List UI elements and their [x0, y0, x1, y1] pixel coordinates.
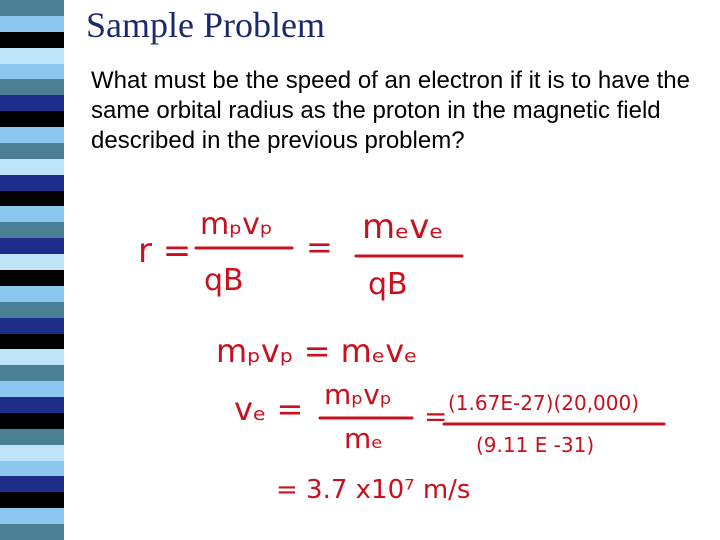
problem-text: What must be the speed of an electron if it is to have the same orbital radius as the proton in the magnetic field described in the previous problem?	[91, 67, 691, 154]
eq1-lhs: r =	[138, 231, 192, 271]
eq3-numerator: mₚvₚ	[324, 378, 392, 411]
eq1-denominator-right: qB	[368, 267, 408, 302]
eq1-denominator-left: qB	[204, 263, 244, 298]
slide-title: Sample Problem	[86, 5, 325, 45]
answer: = 3.7 x10⁷ m/s	[276, 475, 471, 505]
eq2: mₚvₚ = mₑvₑ	[216, 332, 418, 370]
eq3-numerator-values: (1.67E-27)(20,000)	[448, 391, 640, 415]
eq1-numerator-proton: mₚvₚ	[200, 207, 273, 242]
eq3-denominator: mₑ	[344, 422, 383, 455]
eq3-lhs: vₑ =	[234, 390, 304, 428]
eq1-numerator-electron: mₑvₑ	[362, 207, 444, 247]
eq3-equals: =	[424, 400, 448, 433]
eq3-denominator-values: (9.11 E -31)	[476, 433, 595, 457]
eq1-equals: =	[306, 228, 333, 266]
